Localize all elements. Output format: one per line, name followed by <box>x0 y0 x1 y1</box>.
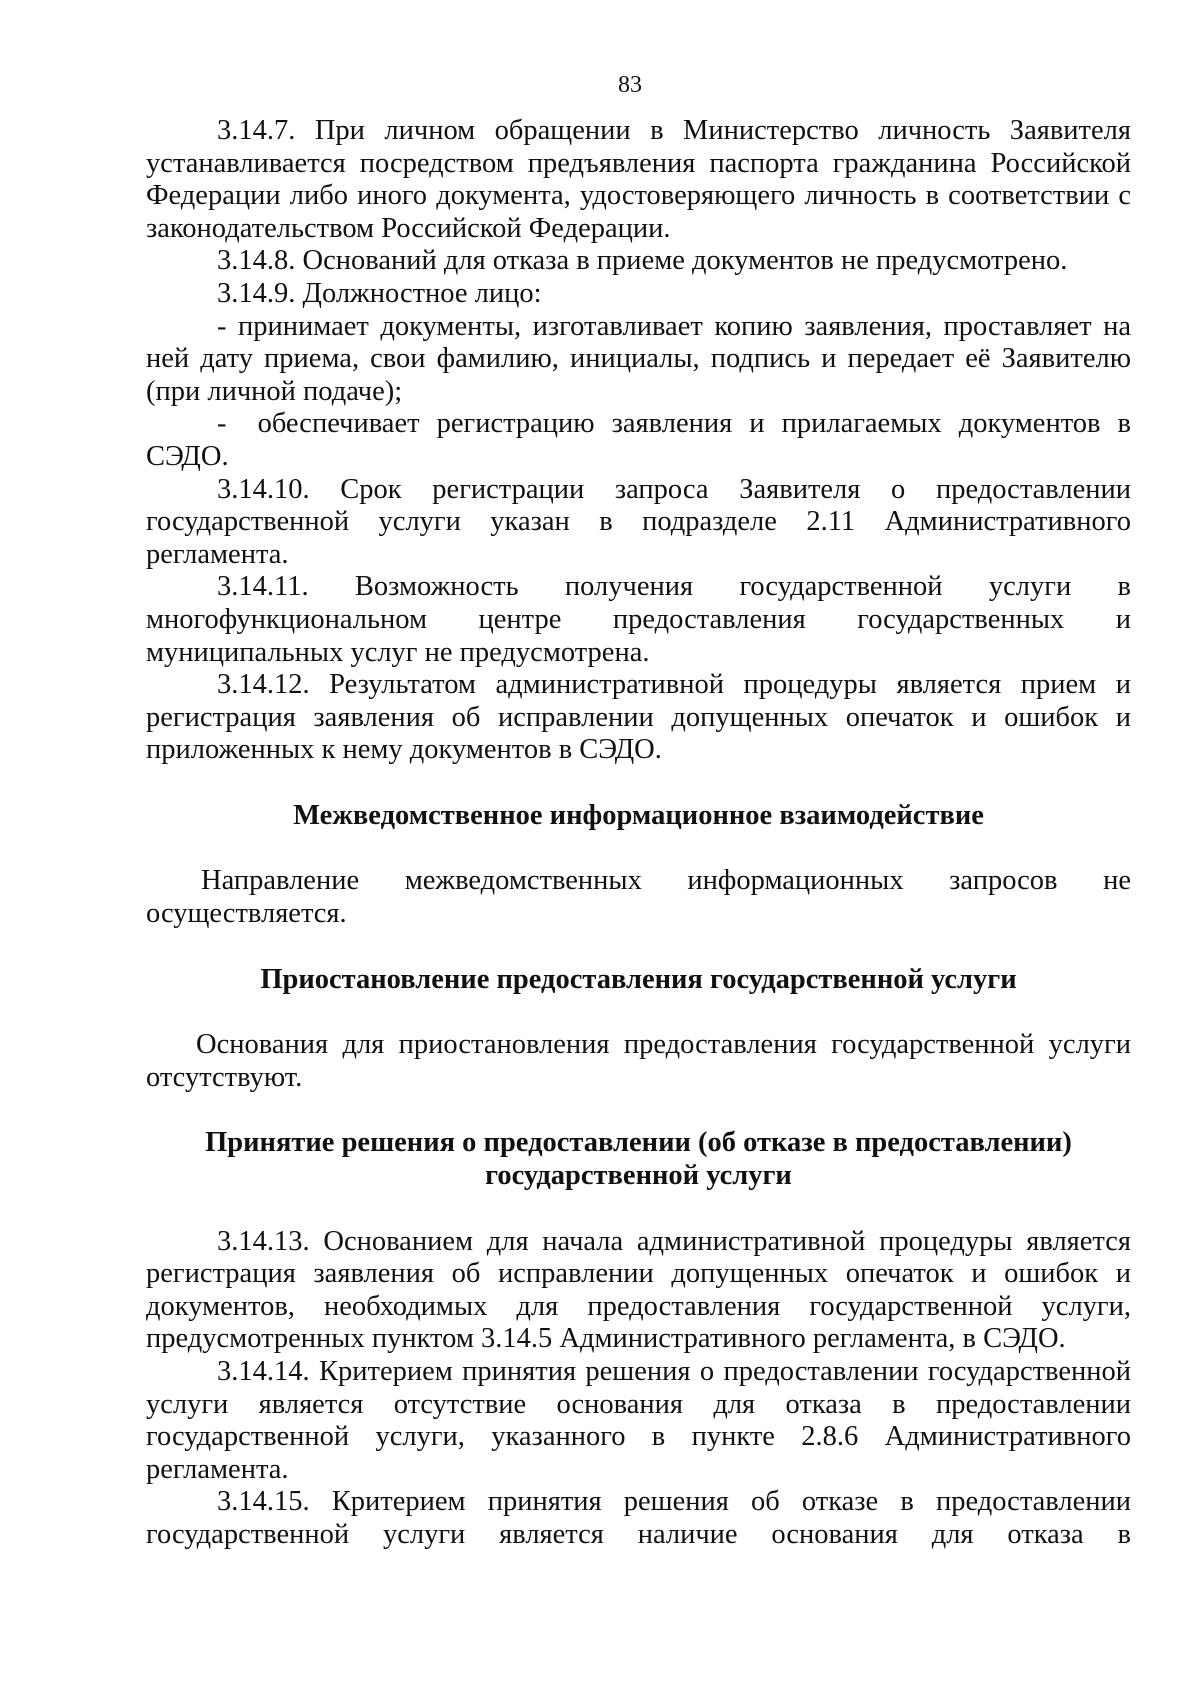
section-spacer <box>146 931 1131 964</box>
paragraph-3-14-7: 3.14.7. При личном обращении в Министерство личность Заявителя устанавливается посредством предъявления паспорта гражданина Российской Федерации либо иного документа, удостоверяющего личность в соответствии с законодательством Российской Федерации. <box>146 115 1131 244</box>
paragraph-interagency: Направление межведомственных информационных запросов не осуществляется. <box>146 865 1131 930</box>
paragraph-3-14-12: 3.14.12. Результатом административной процедуры является прием и регистрация заявления об исправлении допущенных опечаток и ошибок и приложенных к нему документов в СЭДО. <box>146 669 1131 766</box>
paragraph-3-14-8: 3.14.8. Оснований для отказа в приеме документов не предусмотрено. <box>217 245 1068 277</box>
section-spacer <box>146 832 1131 865</box>
heading-decision <box>146 1127 1131 1192</box>
section-spacer <box>146 767 1131 800</box>
bullet-registration-text: обеспечивает регистрацию заявления и прилагаемых документов в СЭДО. <box>146 408 1131 472</box>
section-spacer <box>146 996 1131 1029</box>
page-content <box>146 115 1131 1552</box>
heading-suspension: Приостановление предоставления государственной услуги <box>260 963 1017 995</box>
bullet-dash: - <box>217 408 227 440</box>
paragraph-3-14-9: 3.14.9. Должностное лицо: <box>217 277 542 309</box>
bullet-accepts-documents: - принимает документы, изготавливает копию заявления, проставляет на ней дату приема, свои фамилию, инициалы, подпись и передает её Заявителю (при личной подаче); <box>146 310 1131 407</box>
paragraph-3-14-14: 3.14.14. Критерием принятия решения о предоставлении государственной услуги является отсутствие основания для отказа в предоставлении государственной услуги, указанного в пункте 2.8.6 Административного регламента. <box>146 1356 1131 1485</box>
section-spacer <box>146 1193 1131 1226</box>
paragraph-suspension: Основания для приостановления предоставления государственной услуги отсутствуют. <box>146 1029 1131 1093</box>
heading-interagency: Межведомственное информационное взаимодействие <box>293 799 984 831</box>
paragraph-3-14-13: 3.14.13. Основанием для начала административной процедуры является регистрация заявления об исправлении допущенных опечаток и ошибок и документов, необходимых для предоставления государственной услуги, предусмотренных пунктом 3.14.5 Административного регламента, в СЭДО. <box>146 1225 1131 1355</box>
paragraph-3-14-11: 3.14.11. Возможность получения государственной услуги в многофункциональном центре предоставления государственных и муниципальных услуг не предусмотрена. <box>146 571 1131 668</box>
paragraph-3-14-15: 3.14.15. Критерием принятия решения об отказе в предоставлении государственной услуги является наличие основания для отказа в <box>146 1486 1131 1550</box>
heading-decision-line-2: государственной услуги <box>485 1160 792 1192</box>
bullet-registration <box>146 408 1131 473</box>
page-number: 83 <box>618 72 642 98</box>
section-spacer <box>146 1094 1131 1127</box>
paragraph-3-14-10: 3.14.10. Срок регистрации запроса Заявителя о предоставлении государственной услуги указан в подразделе 2.11 Административного регламента. <box>146 473 1131 570</box>
heading-decision-line-1: Принятие решения о предоставлении (об отказе в предоставлении) <box>205 1127 1072 1159</box>
